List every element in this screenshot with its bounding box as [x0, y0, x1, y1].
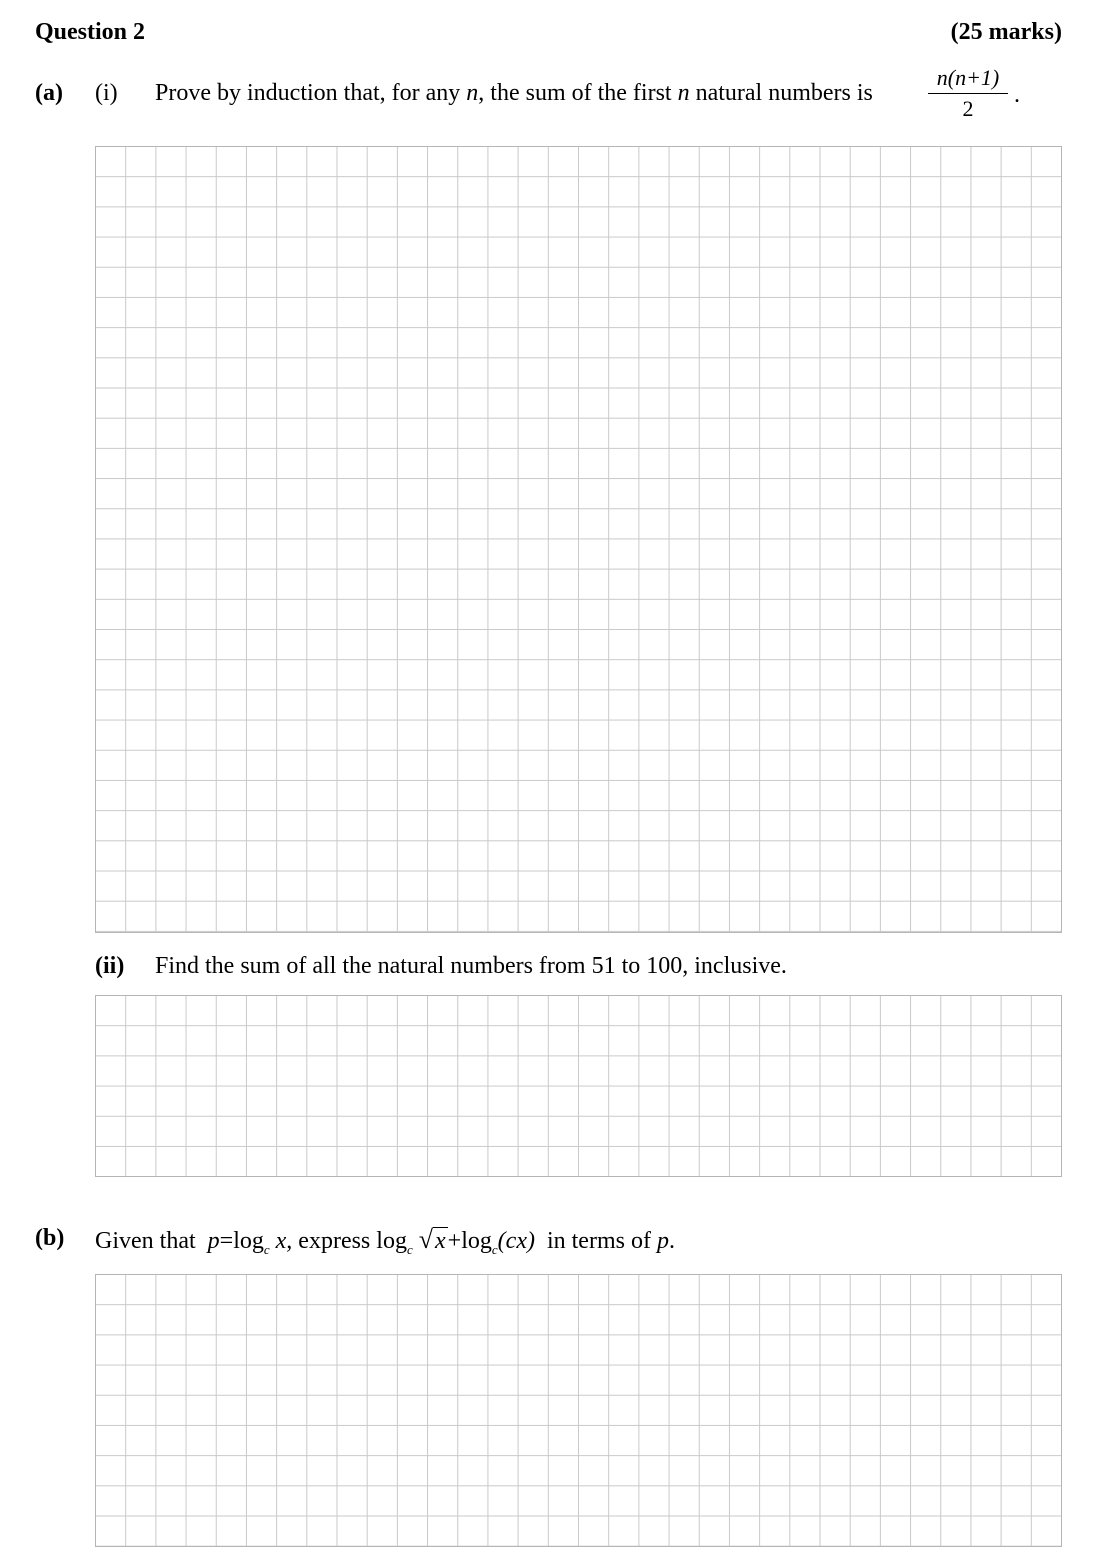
- sub-ii-question-text: Find the sum of all the natural numbers from 51 to 100, inclusive.: [155, 953, 787, 979]
- sub-i-period: .: [1014, 82, 1020, 108]
- part-a-label: (a): [35, 80, 63, 106]
- answer-grid-a-i[interactable]: [95, 146, 1062, 933]
- fraction-numerator: n(n+1): [936, 65, 1000, 90]
- fraction-denominator: 2: [962, 96, 974, 121]
- question-title: Question 2: [35, 19, 146, 45]
- sub-i-label: (i): [95, 80, 118, 106]
- answer-grid-a-ii[interactable]: [95, 995, 1062, 1177]
- sub-ii-label: (ii): [95, 953, 125, 979]
- part-b-question-text: Given that $p=\log_c$ x, express $\log_c √x+\log_c(cx)$ in terms of p.: [95, 1225, 675, 1257]
- answer-grid-b[interactable]: [95, 1274, 1062, 1547]
- fraction-bar: [928, 93, 1008, 94]
- square-root: √x: [418, 1225, 446, 1254]
- part-b-label: (b): [35, 1225, 65, 1251]
- sum-formula-fraction: [928, 64, 1008, 122]
- sub-i-question-text: Prove by induction that, for any n, the sum of the first n natural numbers is: [155, 80, 873, 106]
- question-marks: (25 marks): [950, 19, 1062, 45]
